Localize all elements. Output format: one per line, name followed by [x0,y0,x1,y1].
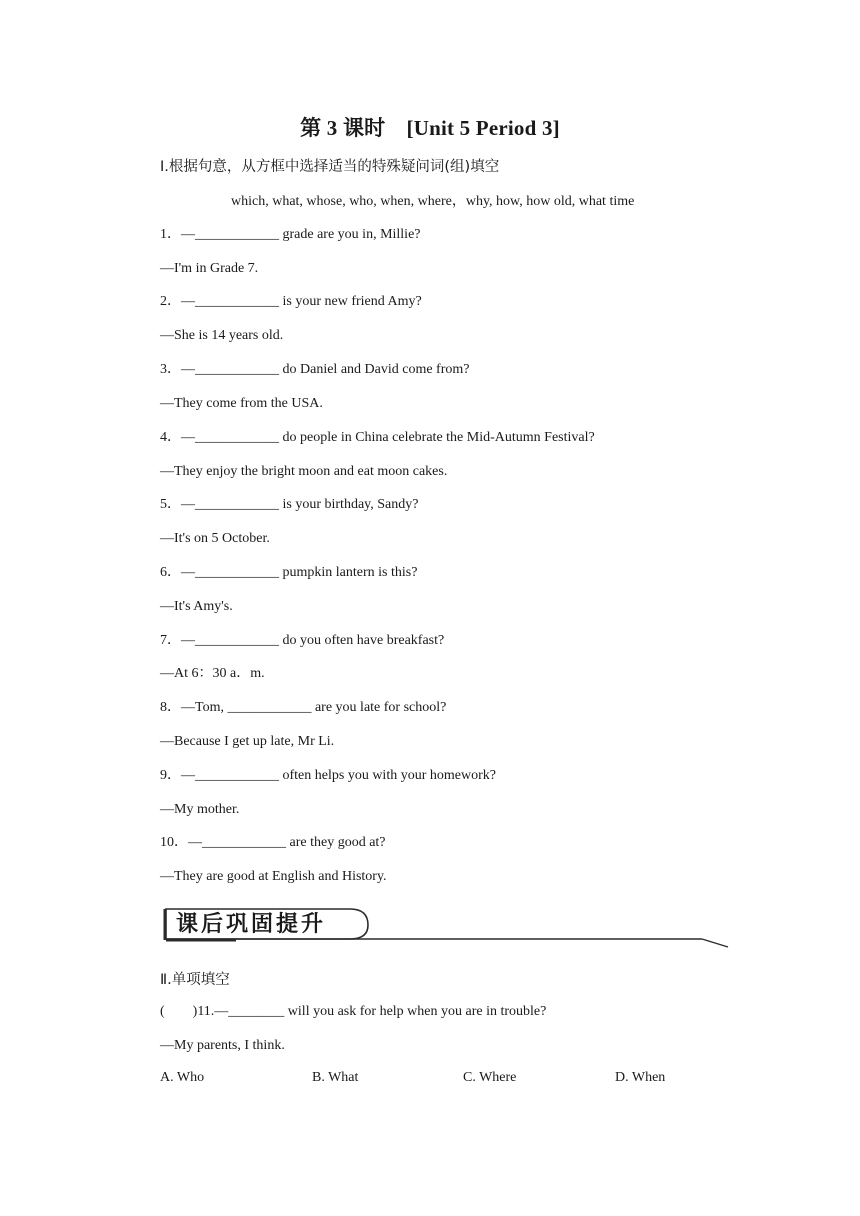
question-2: 2．—____________ is your new friend Amy? [160,294,422,309]
question-7: 7．—____________ do you often have breakfast? [160,633,445,648]
option-b: B. What [312,1070,359,1085]
question-6: 6．—____________ pumpkin lantern is this? [160,565,418,580]
option-d: D. When [615,1070,666,1085]
answer-10: —They are good at English and History. [160,869,387,884]
word-box: which, what, whose, who, when, where，why, how, how old, what time [231,194,635,209]
answer-6: —It's Amy's. [160,599,233,614]
option-c: C. Where [463,1070,517,1085]
answer-5: —It's on 5 October. [160,531,270,546]
question-4: 4．—____________ do people in China celebrate the Mid-Autumn Festival? [160,430,595,445]
answer-2: —She is 14 years old. [160,328,284,343]
answer-7: —At 6：30 a．m. [160,666,265,681]
page-title: 第 3 课时 [Unit 5 Period 3] [300,116,560,140]
question-8: 8．—Tom, ____________ are you late for school? [160,700,447,715]
banner-graphic [162,903,732,951]
banner-label: 课后巩固提升 [176,912,327,937]
question-11: ( )11.—________ will you ask for help when you are in trouble? [160,1004,547,1019]
section-2-heading: Ⅱ.单项填空 [160,972,230,988]
answer-11: —My parents, I think. [160,1038,285,1053]
answer-1: —I'm in Grade 7. [160,261,259,276]
question-5: 5．—____________ is your birthday, Sandy? [160,497,419,512]
question-9: 9．—____________ often helps you with your homework? [160,768,496,783]
answer-9: —My mother. [160,802,240,817]
question-3: 3．—____________ do Daniel and David come from? [160,362,470,377]
answer-3: —They come from the USA. [160,396,323,411]
question-1: 1．—____________ grade are you in, Millie? [160,227,421,242]
section-1-heading: Ⅰ.根据句意，从方框中选择适当的特殊疑问词(组)填空 [160,159,500,175]
options-row [160,1070,720,1090]
option-a: A. Who [160,1070,205,1085]
question-10: 10．—____________ are they good at? [160,835,386,850]
section-banner [162,903,732,951]
answer-8: —Because I get up late, Mr Li. [160,734,335,749]
answer-4: —They enjoy the bright moon and eat moon cakes. [160,464,448,479]
